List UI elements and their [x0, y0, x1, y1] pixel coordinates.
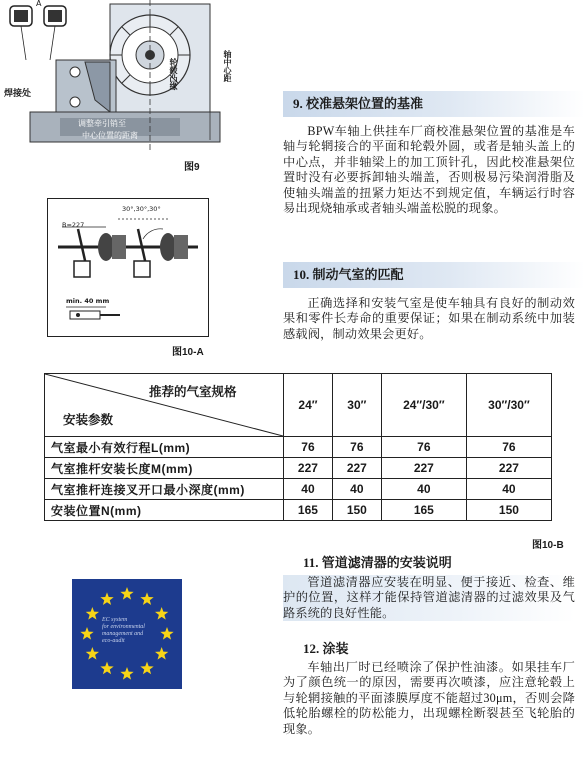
table-head-top: 推荐的气室规格	[149, 385, 237, 399]
table-row	[45, 437, 552, 458]
table-col-head: 24″/30″	[381, 374, 466, 437]
table-cell: 40	[284, 479, 333, 500]
brake-chamber-drawing	[48, 199, 208, 336]
row-label: 气室最小有效行程L(mm)	[45, 437, 284, 458]
min40-label: min. 40 mm	[66, 297, 110, 305]
eu-star-icon	[140, 662, 153, 675]
eu-ecoaudit-logo	[72, 579, 182, 689]
table-cell: 40	[332, 479, 381, 500]
figure-10b-caption: 图10-B	[532, 540, 564, 551]
table-cell: 150	[332, 500, 381, 521]
eu-logo-line: EC system	[102, 617, 128, 623]
table-cell: 40	[466, 479, 551, 500]
weld-label: 焊接处	[4, 88, 32, 98]
table-cell: 76	[381, 437, 466, 458]
eu-star-icon	[86, 607, 99, 620]
table-cell: 40	[381, 479, 466, 500]
table-cell: 227	[466, 458, 551, 479]
eu-star-icon	[120, 587, 133, 600]
eu-logo-line: for environmental	[102, 624, 145, 630]
table-header-row	[45, 374, 552, 437]
eu-logo-text	[102, 617, 154, 645]
eu-logo-line: eco-audit	[102, 638, 125, 644]
table-corner-cell	[45, 374, 284, 437]
section-11-title: 11. 管道滤清器的安装说明	[303, 555, 452, 570]
table-row	[45, 500, 552, 521]
section-9-title: 9. 校准悬架位置的基准	[283, 91, 585, 117]
row-label: 安装位置N(mm)	[45, 500, 284, 521]
axle-center-label: 轴中心距	[223, 50, 232, 82]
eu-star-icon	[80, 627, 93, 640]
row-label: 气室推杆连接叉开口最小深度(mm)	[45, 479, 284, 500]
section-9-body: BPW车轴上供挂车厂商校准悬架位置的基准是车轴与轮辋接合的平面和轮毂外圆，或者是轴头盖上的中心点，并非轴梁上的加工顶针孔，因此校准悬架位置时没有必要拆卸轴头端盖，否则极易污染润滑脂及使轴头端盖的扭紧力矩达不到规定值，车辆运行时容易出现烧轴承或者轴头端盖松脱的现象。	[283, 124, 575, 216]
figure-9	[0, 0, 250, 150]
figure-10a	[47, 198, 209, 337]
eu-star-icon	[140, 592, 153, 605]
eu-star-icon	[86, 647, 99, 660]
adjust-pin-label: 调整牵引销至	[78, 119, 126, 128]
section-10-title: 10. 制动气室的匹配	[283, 262, 585, 288]
table-cell: 165	[381, 500, 466, 521]
eu-star-icon	[100, 662, 113, 675]
table-col-head: 24″	[284, 374, 333, 437]
figure-9-caption: 图9	[184, 162, 200, 173]
table-col-head: 30″/30″	[466, 374, 551, 437]
table-cell: 227	[381, 458, 466, 479]
section-10-body: 正确选择和安装气室是使车轴具有良好的制动效果和零件长寿命的重要保证；如果在制动系统中加装感载阀，制动效果会更好。	[283, 296, 575, 341]
figure-10a-caption: 图10-A	[172, 347, 204, 358]
table-cell: 227	[284, 458, 333, 479]
table-row	[45, 479, 552, 500]
center-distance-label: 中心位置的距离	[82, 131, 138, 140]
table-cell: 165	[284, 500, 333, 521]
chamber-spec-table	[44, 373, 552, 521]
table-cell: 150	[466, 500, 551, 521]
section-12-body: 车轴出厂时已经喷涂了保护性油漆。如果挂车厂为了颜色统一的原因，需要再次喷漆，应注意轮毂上与轮辋接触的平面漆膜厚度不能超过30μm，否则会降低轮胎螺栓的防松能力，出现螺栓断裂甚至飞轮胎的现象。	[283, 660, 575, 736]
table-cell: 76	[466, 437, 551, 458]
angles-label: 30°,30°,30°	[122, 205, 161, 213]
section-11-body: 管道滤清器应安装在明显、便于接近、检查、维护的位置，这样才能保持管道滤清器的过滤效果及气路系统的良好性能。	[283, 575, 575, 620]
b227-label: B=227	[62, 221, 85, 229]
table-row	[45, 458, 552, 479]
table-head-bottom: 安装参数	[63, 413, 114, 427]
row-label: 气室推杆安装长度M(mm)	[45, 458, 284, 479]
section-12-title: 12. 涂装	[303, 641, 349, 656]
eu-star-icon	[120, 667, 133, 680]
table-cell: 227	[332, 458, 381, 479]
eu-star-icon	[100, 592, 113, 605]
eu-star-icon	[155, 607, 168, 620]
rim-label: 轮毂凸缘	[169, 58, 178, 90]
table-cell: 76	[332, 437, 381, 458]
marker-a: A	[36, 0, 42, 8]
table-col-head: 30″	[332, 374, 381, 437]
eu-logo-line: management and	[102, 631, 144, 637]
eu-star-icon	[155, 647, 168, 660]
table-cell: 76	[284, 437, 333, 458]
eu-star-icon	[160, 627, 173, 640]
